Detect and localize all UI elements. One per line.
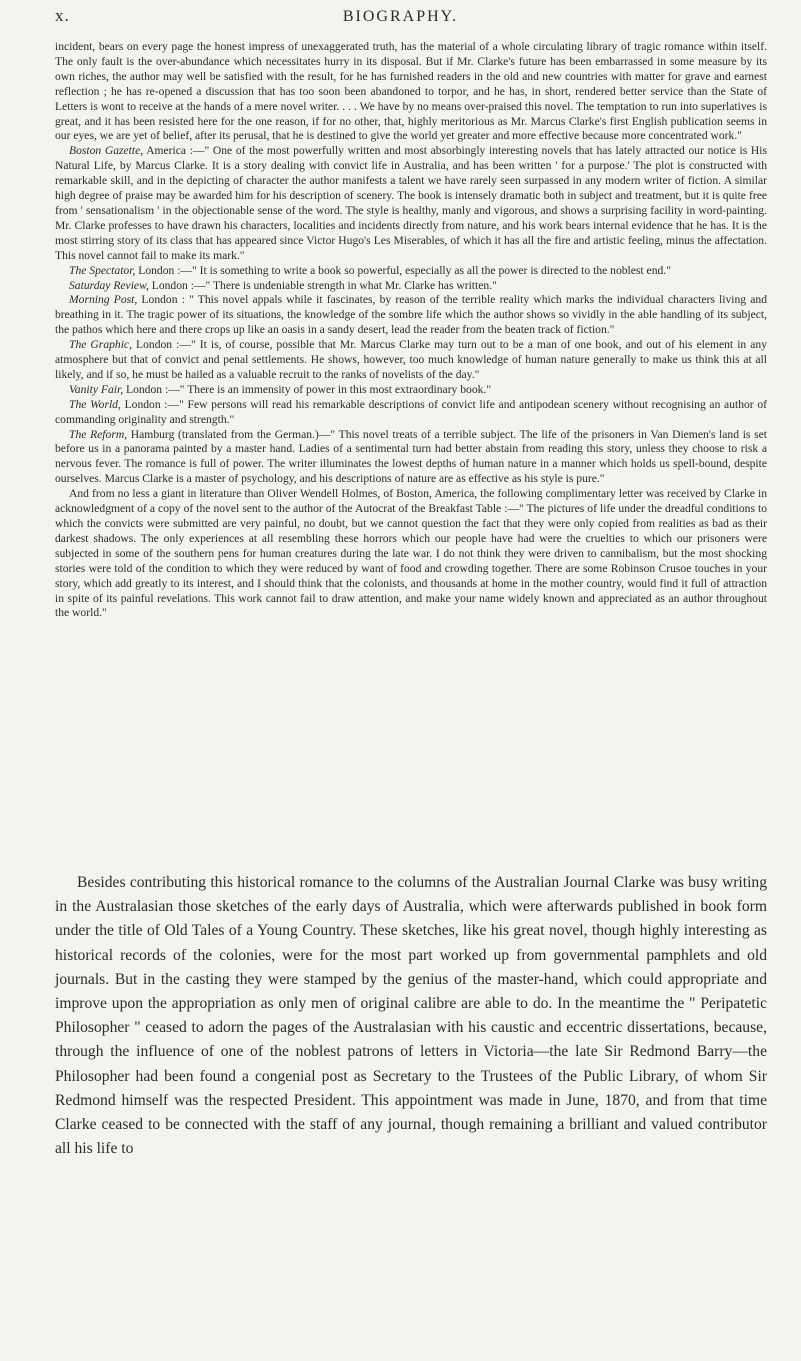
review-text: incident, bears on every page the honest impress of unexaggerated truth, has the material of a whole circulating library of tragic romance within itself. The only fault is the over-abundance which necessitates hurry in its disposal. But if Mr. Clarke's future has been embarrassed in some measure by its own riches, the author may well be satisfied with the result, for he has furnished readers in the old and new countries with matter for grave and earnest reflection ; he has re-opened a discussion that has too soon been abandoned to torpor, and he has, in short, rendered better service than the State of Letters is wont to receive at the hands of a mere novel writer. . . . We have by no means over-praised this novel. The temptation to run into superlatives is great, and it has been resisted here for the one reason, if for no other, that, highly meritorious as Mr. Marcus Clarke's first English publication seems in our eyes, we are yet of belief, after its perusal, that he is destined to give the world yet greater and more effective because more concentrated work.": [55, 40, 767, 143]
review-text: London :—" It is something to write a book so powerful, especially as all the power is directed to the noblest end.": [135, 263, 671, 277]
review-paragraph: [55, 144, 767, 263]
review-source: The Reform,: [69, 427, 128, 441]
review-paragraph: [55, 264, 767, 279]
review-text: London :—" There is an immensity of power in this most extraordinary book.": [123, 382, 492, 396]
page-number: x.: [55, 6, 70, 25]
review-text: And from no less a giant in literature than Oliver Wendell Holmes, of Boston, America, the following complimentary letter was received by Clarke in acknowledgment of a copy of the novel sent to the author of the Autocrat of the Breakfast Table :—" The pictures of life under the dreadful conditions to which the convicts were submitted are very painful, no doubt, but we cannot question the fact that they were only copied from realities as bad as their darkest shadows. The only experiences at all resembling these horrors which our people have had were the cruelties to which our prisoners were subjected in some of the southern pens for human creatures during the late war. I do not think they were driven to cannibalism, but the most shocking stories were told of the condition to which they were reduced by want of food and crowding together. There are some Robinson Crusoe touches in your story, which add greatly to its interest, and I should think that the colonists, and thousands at home in the mother country, would find it full of attraction in spite of its painful revelations. This work cannot fail to draw attention, and make your name widely known and appreciated as an author throughout the world.": [55, 487, 767, 620]
review-source: The Graphic,: [69, 338, 132, 352]
body-paragraph: Besides contributing this historical romance to the columns of the Australian Journal Clarke was busy writing in the Australasian those sketches of the early days of Australia, which were afterwards published in book form under the title of Old Tales of a Young Country. These sketches, like his great novel, though highly interesting as historical records of the colonies, were for the most part worked up from governmental pamphlets and old journals. But in the casting they were stamped by the genius of the master-hand, which could appropriate and improve upon the appropriation as only men of original calibre are able to do. In the meantime the " Peripatetic Philosopher " ceased to adorn the pages of the Australasian with his caustic and eccentric dissertations, because, through the influence of one of the noblest patrons of letters in Victoria—the late Sir Redmond Barry—the Philosopher had been found a congenial post as Secretary to the Trustees of the Public Library, of whom Sir Redmond himself was the respected President. This appointment was made in June, 1870, and from that time Clarke ceased to be connected with the staff of any journal, though remaining a brilliant and valued contributor all his life to: [55, 874, 767, 1158]
review-paragraph: [55, 383, 767, 398]
review-text: London :—" Few persons will read his remarkable descriptions of convict life and antipodean scenery without recognising an author of commanding originality and strength.": [55, 397, 767, 426]
review-paragraph: [55, 279, 767, 294]
review-source: Morning Post,: [69, 293, 138, 307]
review-source: Vanity Fair,: [69, 382, 124, 396]
review-paragraph: [55, 40, 767, 144]
review-text: America :—" One of the most powerfully written and most absorbingly interesting novels that has lately attracted our notice is His Natural Life, by Marcus Clarke. It is a story dealing with convict life in Australia, and has been written ' for a purpose.' The plot is constructed with remarkable skill, and in the depicting of character the author manifests a talent we have rarely seen surpassed in any modern writer of fiction. A similar high degree of praise may be awarded him for his description of scenery. The book is intensely dramatic both in subject and treatment, but it is quite free from ' sensationalism ' in the objectionable sense of the word. The style is healthy, manly and vigorous, and shows a surprising facility in word-painting. Mr. Clarke professes to have drawn his characters, localities and incidents directly from nature, and his work bears internal evidence that he has. It is the most stirring story of its class that has appeared since Victor Hugo's Les Miserables, of which it has all the fire and artistic feeling, minus the affectation. This novel cannot fail to make its mark.": [55, 144, 767, 262]
review-paragraph: [55, 338, 767, 383]
review-text: London : " This novel appals while it fascinates, by reason of the terrible reality which marks the individual characters living and breathing in it. The tragic power of its situations, the knowledge of the sombre life which the author shows so vividly in the able handling of its subject, the pathos which here and there crops up like an oasis in a sandy desert, lead the reader from the beaten track of fiction.": [55, 293, 767, 337]
review-source: The Spectator,: [69, 263, 136, 277]
review-source: Saturday Review,: [69, 278, 149, 292]
press-notices: [55, 40, 767, 621]
main-text: [55, 871, 767, 1161]
review-paragraph: [55, 428, 767, 488]
review-text: London :—" There is undeniable strength in what Mr. Clarke has written.": [148, 278, 497, 292]
holmes-letter-paragraph: [55, 487, 767, 621]
review-paragraph: [55, 293, 767, 338]
review-text: Hamburg (translated from the German.)—" This novel treats of a terrible subject. The life of the prisoners in Van Diemen's land is set before us in a panorama painted by a master hand. Ladies of a sentimental turn had better abstain from reading this story, unless they choose to risk a nervous fever. The romance is full of power. The writer illuminates the lowest depths of human nature in a manner which holds us spell-bound, despite ourselves. Marcus Clarke is a master of psychology, and his descriptions of nature are as effective as his style is pure.": [55, 427, 767, 486]
review-source: The World,: [69, 397, 121, 411]
review-source: Boston Gazette,: [69, 144, 144, 158]
review-paragraph: [55, 398, 767, 428]
running-head: BIOGRAPHY.: [342, 8, 459, 25]
review-text: London :—" It is, of course, possible that Mr. Marcus Clarke may turn out to be a man of one book, and out of his element in any atmosphere but that of convict and penal settlements. He shows, however, too much knowledge of human nature generally to make us think this at all likely, and if so, he must be hailed as a valuable recruit to the ranks of novelists of the day.": [55, 338, 767, 381]
